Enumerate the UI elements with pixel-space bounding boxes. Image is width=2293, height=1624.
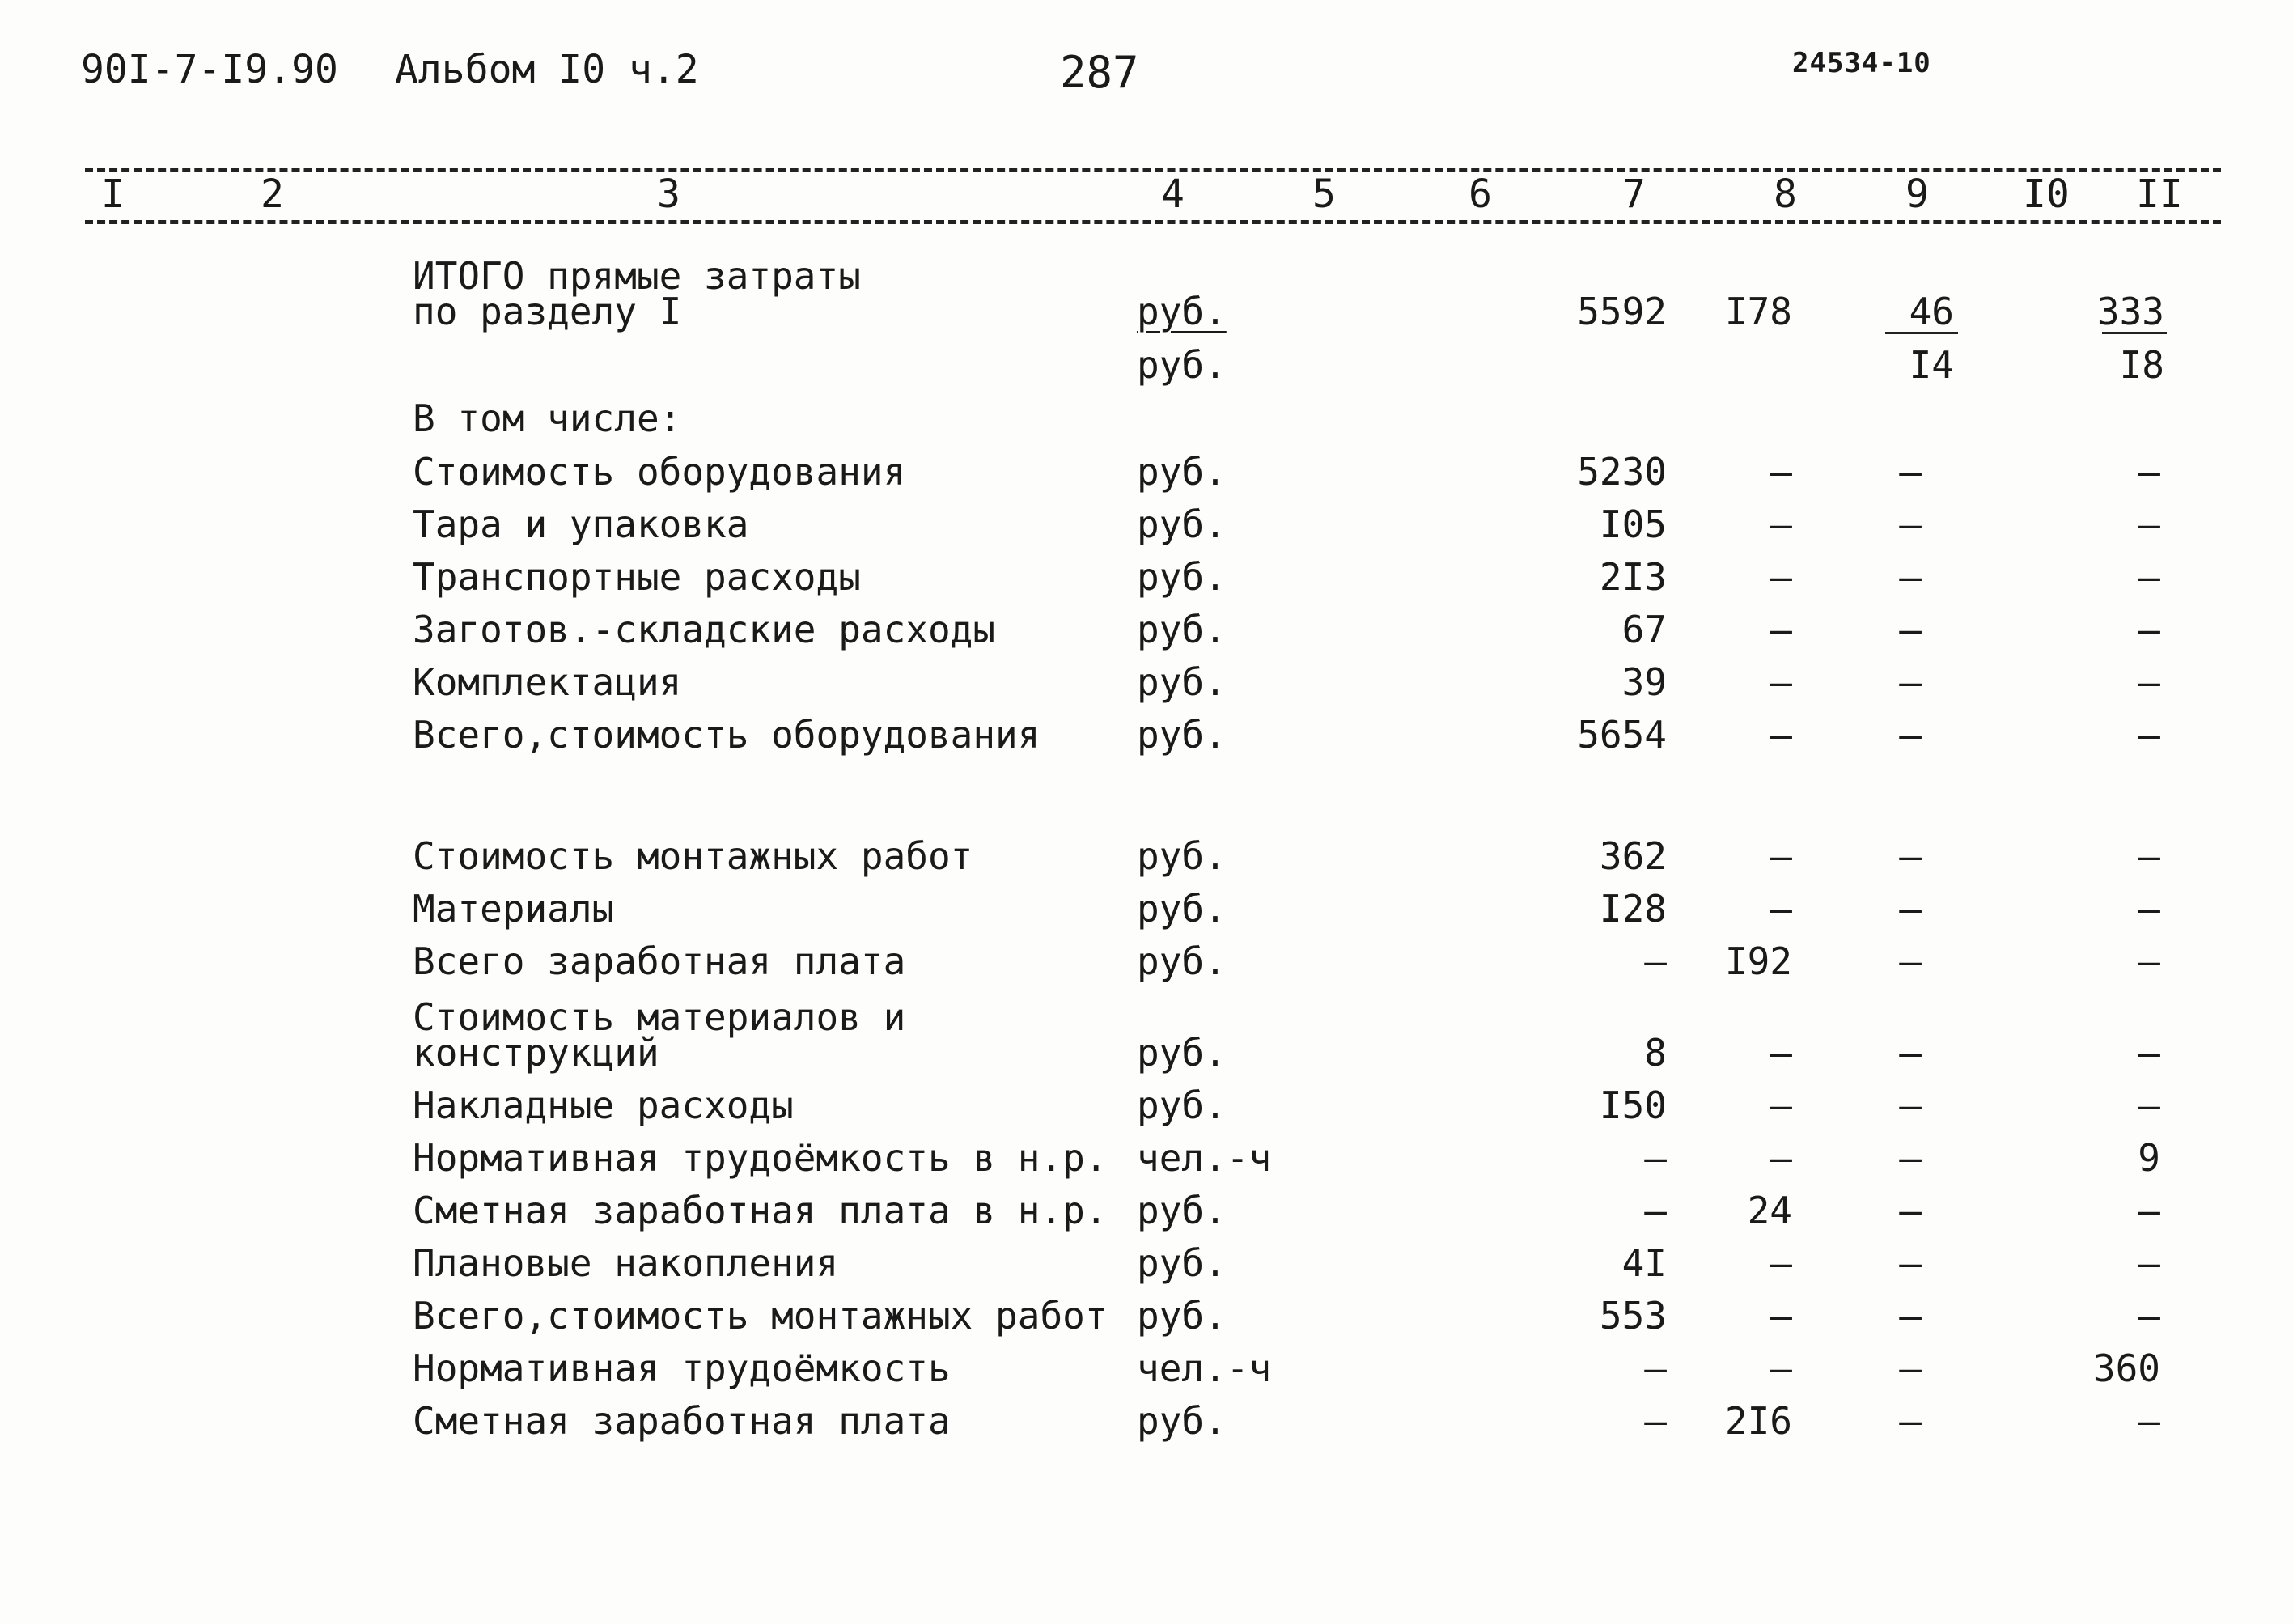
header-top-rule [85,168,2221,172]
row-col11-value: – [2138,713,2160,757]
total-col11-top: 333 [2096,290,2164,333]
row-col8-value: 24 [1747,1189,1792,1232]
row-label: Всего,стоимость монтажных работ [413,1294,1108,1338]
row-col7-value: – [1644,1136,1667,1180]
row-unit: руб. [1137,1189,1227,1232]
row-unit: руб. [1137,608,1227,651]
row-col8-value: 2I6 [1724,1399,1792,1443]
column-number-3: 3 [657,172,680,217]
row-col11-value: – [2138,1189,2160,1232]
row-col7-value: 5654 [1577,713,1667,757]
row-col8-value: – [1770,834,1792,878]
row-label: Комплектация [413,660,682,704]
row-col9-value: – [1899,1031,1922,1075]
row-col8-value: – [1770,502,1792,546]
total-col11-bottom: I8 [2119,343,2164,387]
row-col7-value: 67 [1621,608,1667,651]
row-label: Стоимость монтажных работ [413,834,973,878]
row-col9-value: – [1899,887,1922,931]
row-col9-value: – [1899,1294,1922,1338]
row-label: Транспортные расходы [413,555,861,599]
row-col7-value: 553 [1599,1294,1667,1338]
row-col7-value: 5230 [1577,450,1667,494]
row-unit: руб. [1137,555,1227,599]
row-col9-value: – [1899,939,1922,983]
column-number-1: I [101,172,125,217]
row-col8-value: – [1770,1294,1792,1338]
archive-stamp: 24534-10 [1792,47,1931,79]
column-number-5: 5 [1312,172,1336,217]
row-label: Плановые накопления [413,1241,839,1285]
row-col9-value: – [1899,555,1922,599]
row-col8-value: – [1770,450,1792,494]
row-col7-value: I05 [1599,502,1667,546]
row-col9-value: – [1899,1346,1922,1390]
total-col7: 5592 [1577,290,1667,333]
row-col9-value: – [1899,1136,1922,1180]
row-unit: руб. [1137,502,1227,546]
row-col7-value: – [1644,1346,1667,1390]
column-number-2: 2 [261,172,284,217]
row-col11-value: – [2138,660,2160,704]
album-label: Альбом I0 ч.2 [395,47,699,92]
row-label: Стоимость оборудования [413,450,906,494]
row-unit: чел.-ч [1137,1346,1272,1390]
row-label: Сметная заработная плата в н.р. [413,1189,1108,1232]
row-col11-value: – [2138,608,2160,651]
row-col7-value: 39 [1621,660,1667,704]
column-number-6: 6 [1469,172,1492,217]
row-col11-value: – [2138,1399,2160,1443]
including-label: В том числе: [413,396,682,440]
row-col11-value: – [2138,1031,2160,1075]
row-unit: чел.-ч [1137,1136,1272,1180]
row-unit: руб. [1137,1294,1227,1338]
row-unit: руб. [1137,450,1227,494]
total-col11-fraction-line [2102,332,2167,334]
row-label: Стоимость материалов и [413,995,906,1039]
row-col9-value: – [1899,713,1922,757]
column-number-11: II [2136,172,2183,217]
row-col8-value: – [1770,555,1792,599]
row-col8-value: – [1770,713,1792,757]
total-unit-2: руб. [1137,343,1227,387]
page-number: 287 [1060,47,1139,98]
total-label-line2: по разделу I [413,290,682,333]
total-unit-1: руб. [1137,290,1227,333]
row-col7-value: I50 [1599,1083,1667,1127]
row-col9-value: – [1899,834,1922,878]
row-unit: руб. [1137,834,1227,878]
row-col8-value: – [1770,608,1792,651]
row-col9-value: – [1899,1241,1922,1285]
column-number-9: 9 [1905,172,1929,217]
row-col7-value: 8 [1644,1031,1667,1075]
row-col7-value: – [1644,939,1667,983]
row-label: Всего,стоимость оборудования [413,713,1041,757]
row-col9-value: – [1899,1399,1922,1443]
row-col9-value: – [1899,1083,1922,1127]
total-label-line1: ИТОГО прямые затраты [413,254,861,298]
row-col8-value: – [1770,1136,1792,1180]
row-col8-value: – [1770,1083,1792,1127]
row-col9-value: – [1899,1189,1922,1232]
row-col11-value: – [2138,502,2160,546]
row-col7-value: 4I [1621,1241,1667,1285]
row-label: Нормативная трудоёмкость в н.р. [413,1136,1108,1180]
row-unit: руб. [1137,713,1227,757]
row-col11-value: 360 [2092,1346,2160,1390]
total-col9-bottom: I4 [1909,343,1954,387]
row-unit: руб. [1137,1399,1227,1443]
row-col7-value: – [1644,1399,1667,1443]
row-col9-value: – [1899,450,1922,494]
column-number-7: 7 [1622,172,1646,217]
row-col9-value: – [1899,502,1922,546]
row-unit: руб. [1137,1241,1227,1285]
row-col11-value: – [2138,834,2160,878]
row-col11-value: – [2138,555,2160,599]
row-col7-value: 2I3 [1599,555,1667,599]
row-unit: руб. [1137,1083,1227,1127]
column-number-10: I0 [2023,172,2070,217]
total-col8: I78 [1724,290,1792,333]
row-col11-value: – [2138,1294,2160,1338]
row-col7-value: 362 [1599,834,1667,878]
total-col9-fraction-line [1885,332,1958,334]
total-col9-top: 46 [1909,290,1954,333]
column-number-8: 8 [1774,172,1797,217]
row-col8-value: I92 [1724,939,1792,983]
row-unit: руб. [1137,1031,1227,1075]
row-label: Тара и упаковка [413,502,749,546]
row-col9-value: – [1899,660,1922,704]
row-unit: руб. [1137,887,1227,931]
document-code: 90I-7-I9.90 [81,47,338,92]
row-col11-value: 9 [2138,1136,2160,1180]
row-col8-value: – [1770,660,1792,704]
row-col11-value: – [2138,1241,2160,1285]
row-col11-value: – [2138,939,2160,983]
row-unit: руб. [1137,939,1227,983]
row-unit: руб. [1137,660,1227,704]
row-col11-value: – [2138,1083,2160,1127]
row-col8-value: – [1770,1241,1792,1285]
header-bottom-rule [85,220,2221,224]
row-col8-value: – [1770,887,1792,931]
row-col8-value: – [1770,1031,1792,1075]
column-number-4: 4 [1161,172,1185,217]
row-col7-value: I28 [1599,887,1667,931]
row-col7-value: – [1644,1189,1667,1232]
row-label: Заготов.-складские расходы [413,608,996,651]
row-label: Накладные расходы [413,1083,794,1127]
row-col11-value: – [2138,450,2160,494]
row-label: Всего заработная плата [413,939,906,983]
row-label: Нормативная трудоёмкость [413,1346,951,1390]
row-label: Сметная заработная плата [413,1399,951,1443]
row-col8-value: – [1770,1346,1792,1390]
row-label: Материалы [413,887,615,931]
row-col9-value: – [1899,608,1922,651]
row-col11-value: – [2138,887,2160,931]
row-label-continued: конструкций [413,1031,659,1075]
